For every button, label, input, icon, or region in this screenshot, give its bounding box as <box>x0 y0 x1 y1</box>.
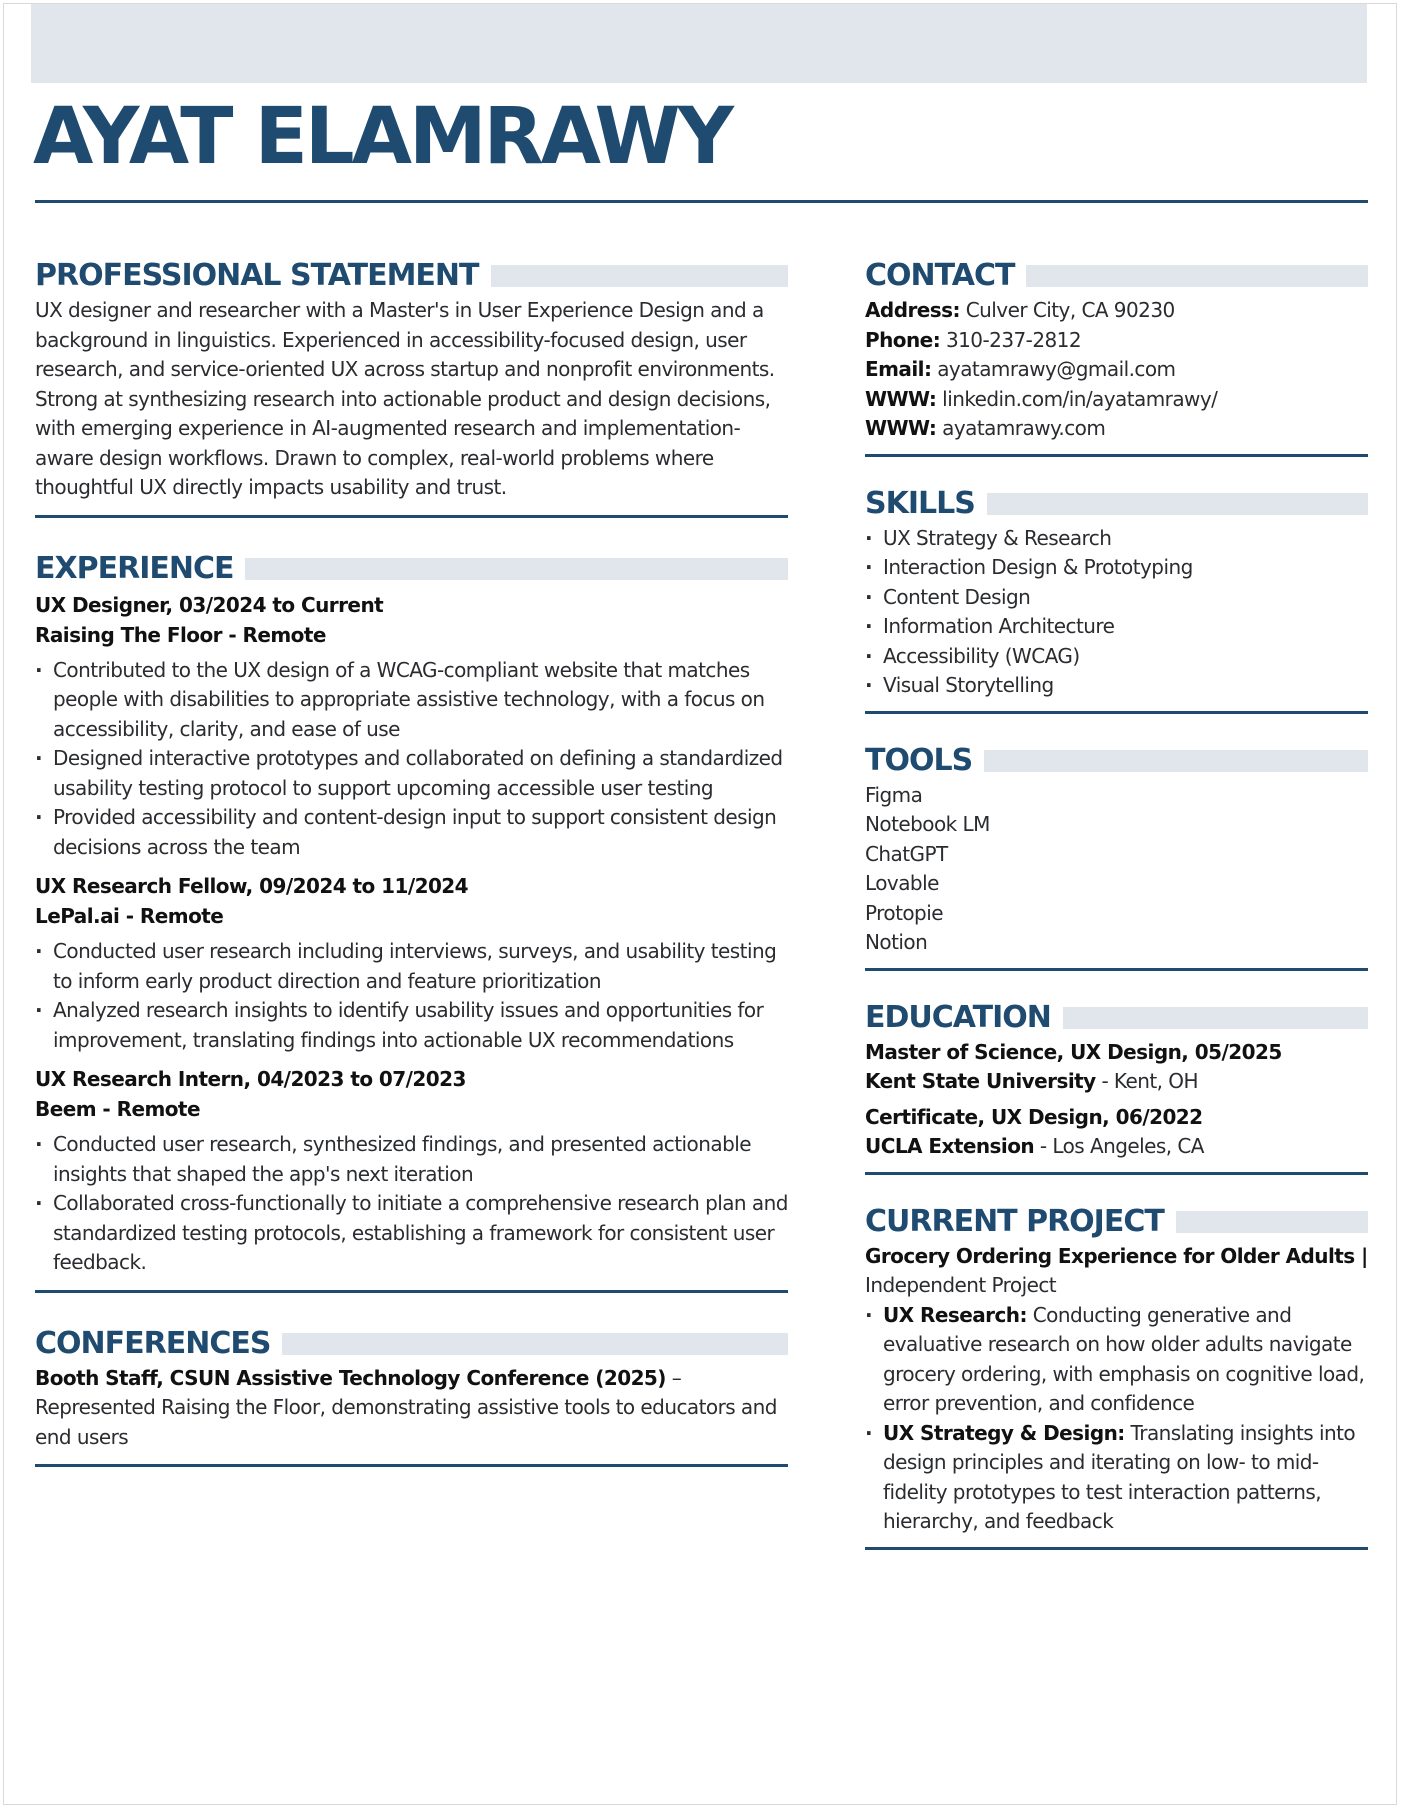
job-company-line <box>35 901 788 931</box>
list-item: Notion <box>865 930 928 954</box>
heading-bar <box>282 1333 788 1355</box>
tools-section <box>865 743 1368 971</box>
skills-heading <box>865 486 1368 522</box>
section-divider <box>865 968 1368 971</box>
job-dates: 04/2023 to 07/2023 <box>256 1067 466 1091</box>
job-entry <box>35 1064 788 1278</box>
contact-label: Phone: <box>865 327 941 352</box>
list-item: · Analyzed research insights to identify usability issues and opportunities for improvement, translating findings into actionable UX recommendations <box>35 996 788 1055</box>
job-entry <box>35 590 788 863</box>
experience-section <box>35 551 788 1293</box>
list-item: Protopie <box>865 900 943 925</box>
candidate-name: AYAT ELAMRAWY <box>33 92 732 182</box>
website-link[interactable]: ayatamrawy.com <box>936 416 1106 440</box>
conference-description: – Represented Raising the Floor, demonstrating assistive tools to educators and end users <box>35 1365 777 1449</box>
contact-value: Culver City, CA 90230 <box>959 298 1175 322</box>
header-band <box>31 4 1367 83</box>
statement-title: PROFESSIONAL STATEMENT <box>35 258 479 293</box>
education-title: EDUCATION <box>865 999 1051 1035</box>
section-divider <box>35 1290 788 1293</box>
education-entry <box>865 1038 1368 1097</box>
skills-list <box>865 524 1368 701</box>
bullet-label: UX Strategy & Design: <box>883 1420 1125 1445</box>
list-item: · UX Strategy & Research <box>865 524 1368 554</box>
contact-list <box>865 296 1368 444</box>
project-heading <box>865 1204 1368 1240</box>
contact-label: WWW: <box>865 416 937 440</box>
contact-label: Email: <box>865 357 932 381</box>
list-item: ChatGPT <box>865 841 948 866</box>
job-title-line <box>35 1064 788 1094</box>
job-company: LePal.ai <box>35 904 120 928</box>
section-divider <box>35 515 788 518</box>
job-dates: 03/2024 to Current <box>179 592 384 617</box>
school-line <box>865 1132 1368 1162</box>
list-item: · Collaborated cross-functionally to initiate a comprehensive research plan and standardized testing protocols, establishing a framework for consistent user feedback. <box>35 1189 788 1278</box>
job-company: Raising The Floor <box>35 622 222 647</box>
list-item <box>865 1419 1368 1537</box>
right-column <box>865 258 1368 1550</box>
heading-bar <box>245 558 788 580</box>
school-name: Kent State University <box>865 1069 1096 1093</box>
list-item: · Visual Storytelling <box>865 671 1368 701</box>
job-location: - Remote <box>96 1097 200 1121</box>
list-item <box>865 1301 1368 1419</box>
bullet-text: Conducting generative and evaluative research on how older adults navigate grocery ordering, with emphasis on cognitive load, error prevention, and confidence <box>883 1302 1365 1415</box>
contact-phone <box>865 326 1368 356</box>
name-divider <box>35 200 1368 203</box>
job-company-line <box>35 1094 788 1124</box>
heading-bar <box>1026 265 1368 287</box>
statement-section <box>35 258 788 518</box>
contact-linkedin[interactable] <box>865 385 1368 415</box>
job-bullets <box>35 656 788 863</box>
job-role: UX Designer, <box>35 592 180 617</box>
education-heading <box>865 1000 1368 1036</box>
degree-line <box>865 1038 1368 1068</box>
list-item: · Content Design <box>865 583 1368 613</box>
job-location: - Remote <box>119 904 224 928</box>
skills-title: SKILLS <box>865 485 975 521</box>
statement-text: UX designer and researcher with a Master's in User Experience Design and a background in linguistics. Experienced in accessibility-focused design, user research, and service-oriented UX across startup and nonprofit environments. Strong at synthesizing research into actionable product and design decisions, with emerging experience in AI-augmented research and implementation-aware design workflows. Drawn to complex, real-world problems where thoughtful UX directly impacts usability and trust. <box>35 298 775 499</box>
school-location: - Los Angeles, CA <box>1034 1134 1204 1158</box>
section-divider <box>865 711 1368 714</box>
project-type: Independent Project <box>865 1273 1057 1297</box>
contact-website[interactable] <box>865 414 1368 444</box>
list-item: · Interaction Design & Prototyping <box>865 553 1368 583</box>
list-item: · Conducted user research, synthesized findings, and presented actionable insights that shaped the app's next iteration <box>35 1130 788 1189</box>
tools-list <box>865 781 1368 958</box>
tools-title: TOOLS <box>865 742 973 778</box>
job-bullets <box>35 937 788 1055</box>
heading-bar <box>1176 1211 1368 1233</box>
job-location: - Remote <box>221 622 326 647</box>
job-title-line <box>35 871 788 901</box>
conferences-title: CONFERENCES <box>35 1325 271 1361</box>
contact-email[interactable] <box>865 355 1368 385</box>
job-entry <box>35 871 788 1055</box>
degree-name: Master of Science <box>865 1039 1057 1064</box>
section-divider <box>865 1547 1368 1550</box>
heading-bar <box>491 265 789 287</box>
conferences-heading <box>35 1326 788 1362</box>
list-item: Notebook LM <box>865 812 990 836</box>
conference-entry <box>35 1364 788 1453</box>
contact-heading <box>865 258 1368 294</box>
job-bullets <box>35 1130 788 1278</box>
statement-heading <box>35 258 788 294</box>
degree-line <box>865 1103 1368 1133</box>
education-section <box>865 1000 1368 1175</box>
contact-address <box>865 296 1368 326</box>
conferences-section <box>35 1326 788 1468</box>
contact-value: 310-237-2812 <box>940 327 1082 352</box>
job-role: UX Research Fellow, <box>35 874 260 898</box>
contact-label: WWW: <box>865 386 937 411</box>
job-dates: 09/2024 to 11/2024 <box>259 874 469 898</box>
project-name: Grocery Ordering Experience for Older Adults | <box>865 1243 1368 1268</box>
section-divider <box>35 1464 788 1467</box>
degree-name: Certificate <box>865 1104 978 1129</box>
list-item: · Contributed to the UX design of a WCAG-compliant website that matches people with disabilities to appropriate assistive technology, with a focus on accessibility, clarity, and ease of use <box>35 656 788 745</box>
list-item: Figma <box>865 782 923 807</box>
bullet-text: Translating insights into design principles and iterating on low- to mid-fidelity prototypes to test interaction patterns, hierarchy, and feedback <box>883 1420 1356 1533</box>
section-divider <box>865 1172 1368 1175</box>
job-role: UX Research Intern, <box>35 1067 257 1091</box>
list-item: Lovable <box>865 871 939 895</box>
list-item: · Information Architecture <box>865 612 1368 642</box>
school-line <box>865 1067 1368 1097</box>
degree-field: , UX Design, 05/2025 <box>1056 1039 1282 1064</box>
degree-field: , UX Design, 06/2022 <box>977 1104 1203 1129</box>
project-entry <box>865 1242 1368 1537</box>
linkedin-link[interactable]: linkedin.com/in/ayatamrawy/ <box>936 386 1218 411</box>
project-bullets <box>865 1301 1368 1537</box>
job-company: Beem <box>35 1097 97 1121</box>
heading-bar <box>987 493 1368 515</box>
skills-section <box>865 486 1368 714</box>
list-item: · Designed interactive prototypes and collaborated on defining a standardized usability testing protocol to support upcoming accessible user testing <box>35 744 788 803</box>
job-title-line <box>35 590 788 620</box>
experience-title: EXPERIENCE <box>35 550 234 586</box>
email-link[interactable]: ayatamrawy@gmail.com <box>931 357 1176 381</box>
contact-title: CONTACT <box>865 258 1015 293</box>
list-item: · Provided accessibility and content-design input to support consistent design decisions across the team <box>35 803 788 862</box>
left-column <box>35 258 788 1467</box>
project-section <box>865 1204 1368 1550</box>
section-divider <box>865 454 1368 457</box>
contact-section <box>865 258 1368 457</box>
school-location: - Kent, OH <box>1095 1069 1198 1093</box>
heading-bar <box>1063 1007 1368 1029</box>
job-company-line <box>35 620 788 650</box>
bullet-label: UX Research: <box>883 1302 1027 1327</box>
project-title: CURRENT PROJECT <box>865 1203 1164 1239</box>
contact-label: Address: <box>865 298 960 322</box>
tools-heading <box>865 743 1368 779</box>
heading-bar <box>984 750 1368 772</box>
experience-heading <box>35 551 788 587</box>
conference-role: Booth Staff, CSUN Assistive Technology Conference (2025) <box>35 1365 666 1390</box>
list-item: · Accessibility (WCAG) <box>865 642 1368 672</box>
list-item: · Conducted user research including interviews, surveys, and usability testing to inform early product direction and feature prioritization <box>35 937 788 996</box>
education-entry <box>865 1103 1368 1162</box>
school-name: UCLA Extension <box>865 1134 1035 1158</box>
